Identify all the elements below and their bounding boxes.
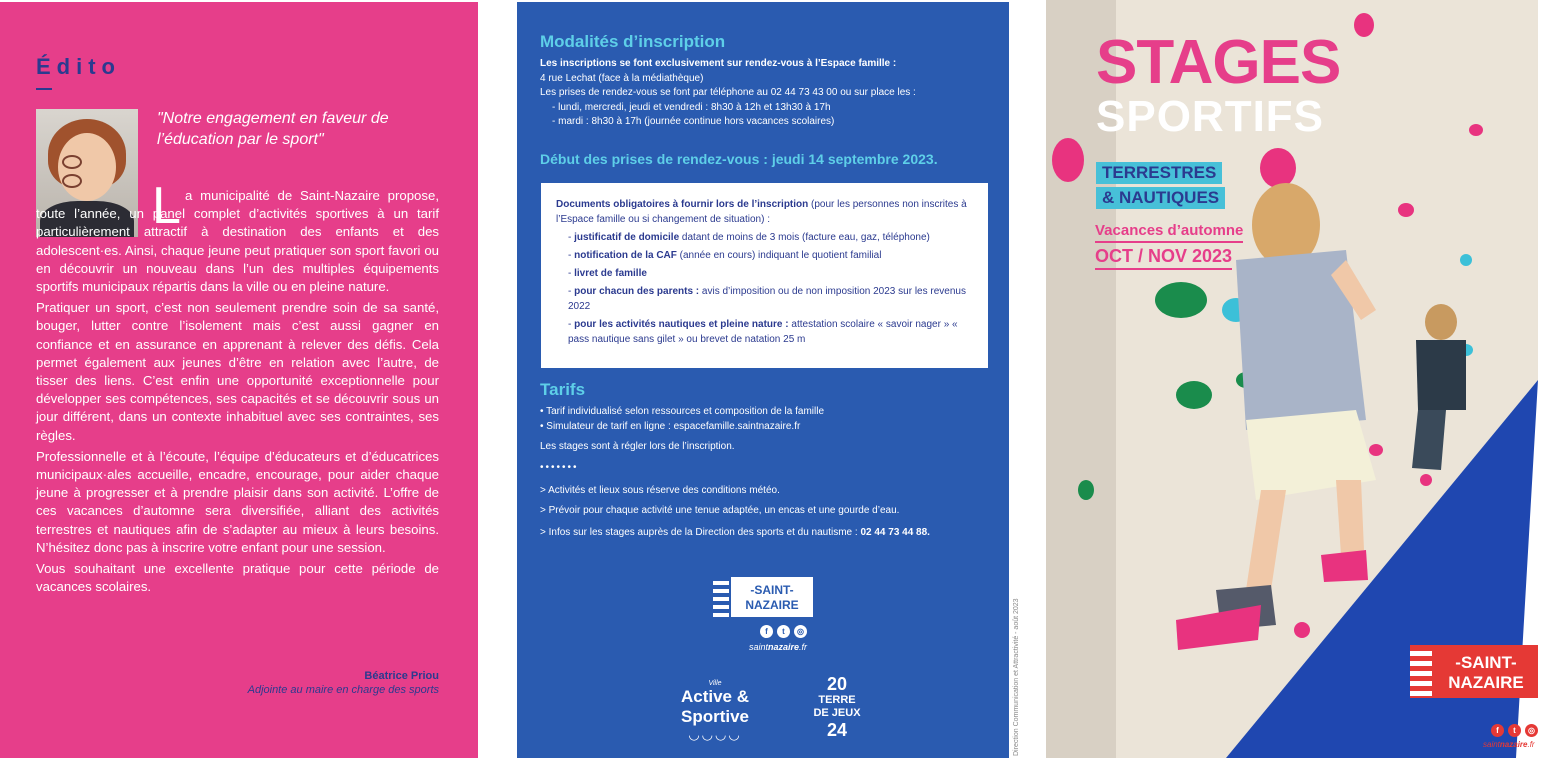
signature-name: Béatrice Priou <box>364 670 439 682</box>
cover-facebook-icon[interactable]: f <box>1491 724 1504 737</box>
note-line-1: > Activités et lieux sous réserve des conditions météo. <box>540 485 780 496</box>
info-panel <box>517 2 1009 758</box>
doc-item-rest: datant de moins de 3 mois (facture eau, gaz, téléphone) <box>679 232 930 243</box>
logo-line-2: NAZAIRE <box>745 598 799 612</box>
tarif-line-1: • Tarif individualisé selon ressources et composition de la famille <box>540 406 825 417</box>
doc-item: - pour les activités nautiques et pleine nature : attestation scolaire « savoir nager » « pass nautique sans gilet » ou brevet de natation 25 m <box>568 319 958 345</box>
cover-site-url-end: .fr <box>1527 740 1535 749</box>
doc-item-bold: justificatif de domicile <box>574 232 680 243</box>
cover-twitter-icon[interactable]: t <box>1508 724 1521 737</box>
modalites-line-4: - lundi, mercredi, jeudi et vendredi : 8h30 à 12h et 13h30 à 17h <box>552 101 831 113</box>
modalites-line-5: - mardi : 8h30 à 17h (journée continue hors vacances scolaires) <box>552 116 835 127</box>
doc-item-rest: (année en cours) indiquant le quotient familial <box>676 250 882 261</box>
cover-site-url-bold: nazaire <box>1499 740 1528 749</box>
site-url-bold: nazaire <box>768 642 800 652</box>
terre-de-jeux-logo <box>807 674 867 740</box>
documents-intro-bold: Documents obligatoires à fournir lors de l’inscription <box>556 199 809 210</box>
documents-intro <box>556 197 973 227</box>
tarifs-heading: Tarifs <box>540 380 586 399</box>
edito-quote: "Notre engagement en faveur de l’éducation par le sport" <box>157 110 389 148</box>
edito-panel <box>0 2 478 758</box>
tarif-line-3: Les stages sont à régler lors de l’inscription. <box>540 441 735 452</box>
note-line-2: > Prévoir pour chaque activité une tenue adaptée, un encas et une gourde d’eau. <box>540 505 900 516</box>
site-url[interactable] <box>749 642 807 652</box>
cover-site-url-plain: saint <box>1483 740 1500 749</box>
edito-body <box>36 187 439 599</box>
modalites-heading: Modalités d’inscription <box>540 32 726 51</box>
documents-intro-rest: (pour les personnes non inscrites à l’Espace famille ou si changement de situation) : <box>556 199 967 225</box>
cover-logo-line-1: -SAINT- <box>1455 653 1517 672</box>
site-url-plain: saint <box>749 642 769 652</box>
note-line-3-text: > Infos sur les stages auprès de la Direction des sports et du nautisme : <box>540 527 861 538</box>
dot-separator: ••••••• <box>540 462 579 473</box>
edito-paragraph-3: Professionnelle et à l’écoute, l’équipe d’éducateurs et d’éducatrices municipaux·ales accueille, encadre, encourage, pour aider chaque jeune à progresser et à prendre plaisir dans son activité. L’offre de ces vacances d’automne sera diversifiée, alliant des activités terrestres et nautiques afin de s’adapter au mieux à leurs besoins. N’hésitez donc pas à inscrire votre enfant pour une session. <box>36 448 439 555</box>
logo-line-1: -SAINT- <box>750 583 794 597</box>
doc-item-bold: pour les activités nautiques et pleine nature : <box>574 319 789 330</box>
terre-line-3: DE JEUX <box>813 707 861 719</box>
doc-item-rest: attestation scolaire « savoir nager » « pass nautique sans gilet » ou brevet de natation 25 m <box>568 319 958 345</box>
cover-instagram-icon[interactable]: ◎ <box>1525 724 1538 737</box>
cover-social-icons <box>1491 724 1538 737</box>
site-url-end: .fr <box>799 642 808 652</box>
modalites-text <box>540 57 990 130</box>
dates-label: OCT / NOV 2023 <box>1095 244 1232 270</box>
cover-logo-line-2: NAZAIRE <box>1448 673 1524 692</box>
cover-panel <box>1046 0 1538 758</box>
dropcap: L <box>152 177 181 235</box>
cover-title-sportifs: SPORTIFS <box>1096 92 1325 141</box>
terre-line-2: TERRE <box>818 694 856 706</box>
doc-item-bold: livret de famille <box>574 268 647 279</box>
vertical-credit: Direction Communication et Attractivité - août 2023 <box>1013 598 1020 756</box>
edito-paragraph-2: Pratiquer un sport, c’est non seulement prendre soin de sa santé, bouger, lutter contre l’isolement mais c’est aussi gagner en confiance et en assurance en apprenant à relever des défis. Cela permet également aux jeunes d’être en relation avec l’autre, de tisser des liens. C’est enfin une opportunité exceptionnelle pour développer ses compétences, ses capacités et se découvrir sous un jour différent, dans un contexte inhabituel avec ses contraintes, ses règles. <box>36 300 439 443</box>
social-icons <box>760 625 807 638</box>
cover-site-url[interactable] <box>1483 740 1535 749</box>
badge-title: Active & Sportive <box>680 687 750 726</box>
laurels-icon: ◡◡◡◡ <box>688 727 742 742</box>
edito-paragraph-1: a municipalité de Saint-Nazaire propose, toute l’année, un panel complet d’activités sportives à un tarif particulièrement attractif à destination des enfants et des adolescent·es. Ainsi, chaque jeune peut pratiquer son sport favori ou en découvrir un nouveau dans l’un des multiples équipements sportifs municipaux répartis dans la ville ou en pleine nature. <box>36 188 439 295</box>
active-sportive-badge <box>645 680 785 743</box>
saint-nazaire-logo-cover <box>1410 645 1538 698</box>
facebook-icon[interactable]: f <box>760 625 773 638</box>
badge-ville: Ville <box>708 680 722 687</box>
tarif-line-2: • Simulateur de tarif en ligne : espacefamille.saintnazaire.fr <box>540 421 801 432</box>
doc-item-rest: avis d’imposition ou de non imposition 2023 sur les revenus 2022 <box>568 286 966 312</box>
doc-item: - justificatif de domicile datant de moins de 3 mois (facture eau, gaz, téléphone) <box>568 232 930 243</box>
instagram-icon[interactable]: ◎ <box>794 625 807 638</box>
debut-heading: Début des prises de rendez-vous : jeudi 14 septembre 2023. <box>540 151 938 167</box>
modalites-line-2: 4 rue Lechat (face à la médiathèque) <box>540 72 704 84</box>
doc-item: - pour chacun des parents : avis d’imposition ou de non imposition 2023 sur les revenus 2022 <box>568 286 966 312</box>
doc-item: - livret de famille <box>568 268 647 279</box>
saint-nazaire-logo <box>713 575 813 619</box>
edito-title: Édito <box>36 54 121 79</box>
terre-line-1: 20 <box>826 674 848 694</box>
doc-item-bold: notification de la CAF <box>574 250 677 261</box>
terre-line-4: 24 <box>826 720 848 740</box>
cover-title-stages: STAGES <box>1096 28 1341 97</box>
doc-item-bold: pour chacun des parents : <box>574 286 700 297</box>
signature <box>248 669 439 697</box>
signature-role: Adjointe au maire en charge des sports <box>247 684 439 696</box>
modalites-line-3: Les prises de rendez-vous se font par téléphone au 02 44 73 43 00 ou sur place les : <box>540 87 916 98</box>
edito-paragraph-4: Vous souhaitant une excellente pratique pour cette période de vacances scolaires. <box>36 561 439 595</box>
modalites-line-1: Les inscriptions se font exclusivement sur rendez-vous à l’Espace famille : <box>540 58 897 69</box>
portrait-glasses <box>62 155 112 169</box>
season-label: Vacances d’automne <box>1095 221 1243 243</box>
tag-nautiques: & NAUTIQUES <box>1096 187 1225 209</box>
tag-terrestres: TERRESTRES <box>1096 162 1222 184</box>
documents-box <box>541 183 988 368</box>
note-line-3 <box>540 526 990 540</box>
doc-item: - notification de la CAF (année en cours) indiquant le quotient familial <box>568 250 882 261</box>
title-underline <box>36 88 52 90</box>
twitter-icon[interactable]: t <box>777 625 790 638</box>
note-line-3-phone: 02 44 73 44 88. <box>860 527 930 538</box>
